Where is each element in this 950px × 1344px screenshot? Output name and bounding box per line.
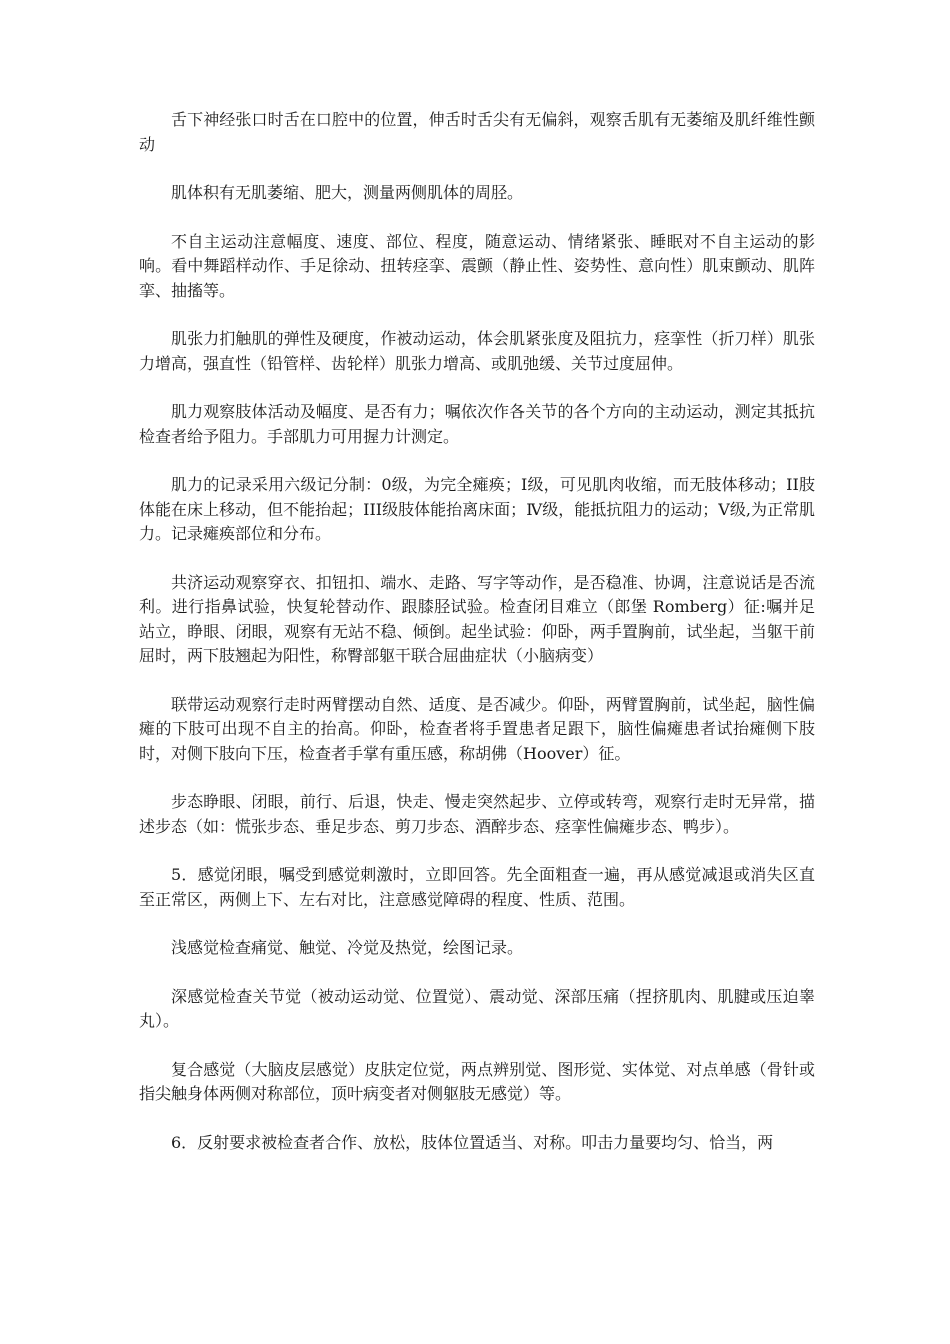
paragraph-muscle-tone: 肌张力扪触肌的弹性及硬度，作被动运动，体会肌紧张度及阻抗力，痉挛性（折刀样）肌张力增高，强直性（铅管样、齿轮样）肌张力增高、或肌弛缓、关节过度屈伸。: [139, 329, 815, 373]
paragraph-coordination: 共济运动观察穿衣、扣钮扣、端水、走路、写字等动作，是否稳准、协调，注意说话是否流利。进行指鼻试验，快复轮替动作、跟膝胫试验。检查闭目难立（郎堡 Romberg）征:嘱并足站立，睁眼、闭眼，观察有无站不稳、倾倒。起坐试验：仰卧，两手置胸前，试坐起，当躯干前屈时，两下肢翘起为阳性，称臀部躯干联合屈曲症状（小脑病变）: [139, 572, 815, 665]
paragraph-hypoglossal-nerve: 舌下神经张口时舌在口腔中的位置，伸舌时舌尖有无偏斜，观察舌肌有无萎缩及肌纤维性颤动: [139, 110, 815, 154]
paragraph-associated-movement: 联带运动观察行走时两臂摆动自然、适度、是否减少。仰卧，两臂置胸前，试坐起，脑性偏瘫的下肢可出现不自主的抬高。仰卧，检查者将手置患者足跟下，脑性偏瘫患者试抬瘫侧下肢时，对侧下肢向下压，检查者手掌有重压感，称胡佛（Hoover）征。: [139, 694, 815, 763]
paragraph-deep-sensation: 深感觉检查关节觉（被动运动觉、位置觉）、震动觉、深部压痛（捏挤肌肉、肌腱或压迫睾丸）。: [139, 986, 815, 1030]
paragraph-superficial-sensation: 浅感觉检查痛觉、触觉、冷觉及热觉，绘图记录。: [171, 938, 524, 957]
document-body: [139, 108, 815, 1179]
paragraph-muscle-volume: 肌体积有无肌萎缩、肥大，测量两侧肌体的周胫。: [171, 183, 524, 202]
paragraph-reflexes: 6．反射要求被检查者合作、放松，肢体位置适当、对称。叩击力量要均匀、恰当，两: [171, 1132, 774, 1152]
paragraph-muscle-strength: 肌力观察肢体活动及幅度、是否有力；嘱依次作各关节的各个方向的主动运动，测定其抵抗检查者给予阻力。手部肌力可用握力计测定。: [139, 402, 815, 446]
paragraph-strength-grading: 肌力的记录采用六级记分制：0级，为完全瘫痪；I级，可见肌肉收缩，而无肢体移动；II肢体能在床上移动，但不能抬起；III级肢体能抬离床面；Ⅳ级，能抵抗阻力的运动；V级,为正常肌力。记录瘫痪部位和分布。: [139, 475, 815, 543]
paragraph-gait: 步态睁眼、闭眼，前行、后退，快走、慢走突然起步、立停或转弯，观察行走时无异常，描述步态（如：慌张步态、垂足步态、剪刀步态、酒醉步态、痉挛性偏瘫步态、鸭步）。: [139, 792, 815, 836]
paragraph-sensation: 5．感觉闭眼，嘱受到感觉刺激时，立即回答。先全面粗查一遍，再从感觉减退或消失区直至正常区，两侧上下、左右对比，注意感觉障碍的程度、性质、范围。: [139, 865, 815, 909]
paragraph-involuntary-movement: 不自主运动注意幅度、速度、部位、程度，随意运动、情绪紧张、睡眠对不自主运动的影响。看中舞蹈样动作、手足徐动、扭转痉挛、震颤（静止性、姿势性、意向性）肌束颤动、肌阵挛、抽搐等。: [139, 231, 815, 300]
paragraph-complex-sensation: 复合感觉（大脑皮层感觉）皮肤定位觉，两点辨别觉、图形觉、实体觉、对点单感（骨针或指尖触身体两侧对称部位，顶叶病变者对侧躯肢无感觉）等。: [139, 1059, 815, 1103]
